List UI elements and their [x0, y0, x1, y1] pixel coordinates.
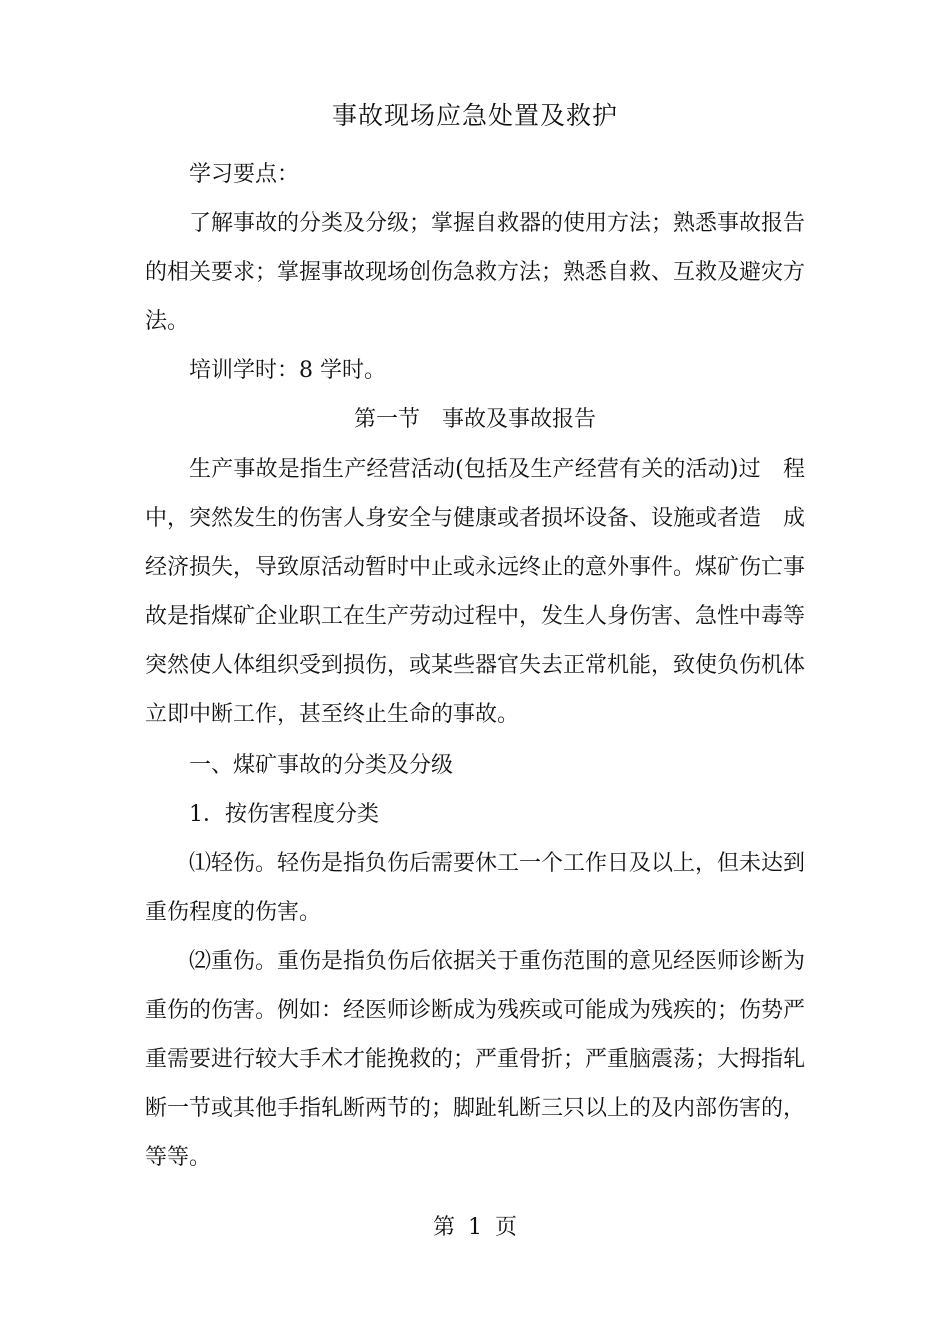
- subheading-classification: 一、煤矿事故的分类及分级: [189, 753, 454, 778]
- learning-points-label: 学习要点：: [189, 162, 300, 187]
- subheading-by-injury-degree: 1．按伤害程度分类: [189, 802, 379, 827]
- page-number-footer: 第 1 页: [433, 1215, 517, 1240]
- training-hours-paragraph: 培训学时：8 学时。: [189, 358, 386, 383]
- section-heading: 第一节 事故及事故报告: [353, 407, 596, 432]
- document-title: 事故现场应急处置及救护: [331, 101, 618, 130]
- serious-injury-paragraph: ⑵重伤。重伤是指负伤后依据关于重伤范围的意见经医师诊断为重伤的伤害。例如：经医师诊断成为残疾或可能成为残疾的；伤势严重需要进行较大手术才能挽救的；严重骨折；严重脑震荡；大拇指轧断一节或其他手指轧断两节的；脚趾轧断三只以上的及内部伤害的，等等。: [145, 949, 806, 1170]
- light-injury-paragraph: ⑴轻伤。轻伤是指负伤后需要休工一个工作日及以上，但未达到重伤程度的伤害。: [145, 851, 806, 925]
- definition-paragraph: 生产事故是指生产经营活动(包括及生产经营有关的活动)过 程中，突然发生的伤害人身安全与健康或者损坏设备、设施或者造 成经济损失，导致原活动暂时中止或永远终止的意外事件。煤矿伤亡事故是指煤矿企业职工在生产劳动过程中，发生人身伤害、急性中毒等突然使人体组织受到损伤，或某些器官失去正常机能，致使负伤机体立即中断工作，甚至终止生命的事故。: [145, 457, 806, 727]
- learning-points-paragraph: 了解事故的分类及分级；掌握自救器的使用方法；熟悉事故报告的相关要求；掌握事故现场创伤急救方法；熟悉自救、互救及避灾方法。: [145, 211, 806, 334]
